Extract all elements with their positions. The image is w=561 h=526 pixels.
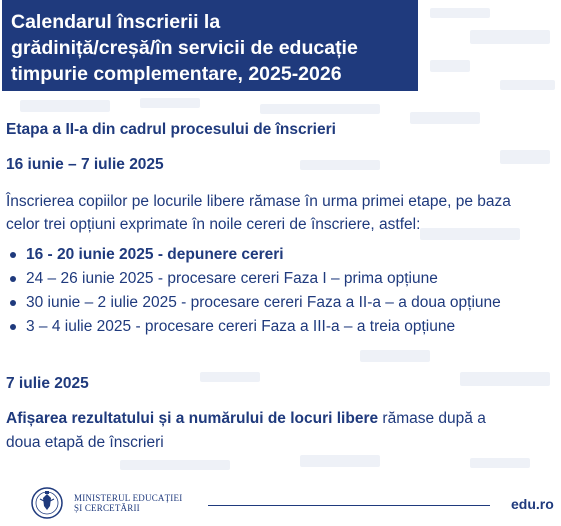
ministry-crest-icon bbox=[31, 486, 63, 520]
schedule-item-phase-3: 3 – 4 iulie 2025 - procesare cereri Faza a III-a – a treia opțiune bbox=[6, 315, 501, 339]
ministry-name bbox=[74, 493, 182, 513]
footer-divider bbox=[208, 505, 490, 506]
schedule-item-submission: 16 - 20 iunie 2025 - depunere cereri bbox=[6, 243, 501, 267]
website-link[interactable]: edu.ro bbox=[511, 496, 554, 512]
intro-line-2: celor trei opțiuni exprimate în noile cereri de înscriere, astfel: bbox=[6, 216, 421, 233]
page-title bbox=[2, 0, 418, 87]
title-banner bbox=[2, 0, 418, 91]
ministry-line-2: ȘI CERCETĂRII bbox=[74, 503, 140, 513]
period-2-heading: 7 iulie 2025 bbox=[6, 375, 89, 392]
title-line-1: Calendarul înscrierii la bbox=[11, 11, 221, 33]
period-1-heading: 16 iunie – 7 iulie 2025 bbox=[6, 156, 164, 173]
title-line-3: timpurie complementare, 2025-2026 bbox=[11, 63, 342, 85]
result-rest-text: rămase după a bbox=[378, 410, 486, 427]
stage-heading: Etapa a II-a din cadrul procesului de înscrieri bbox=[6, 121, 336, 138]
ministry-line-1: MINISTERUL EDUCAȚIEI bbox=[74, 493, 183, 503]
schedule-list bbox=[6, 243, 501, 339]
schedule-item-phase-2: 30 iunie – 2 iulie 2025 - procesare cereri Faza a II-a – a doua opțiune bbox=[6, 291, 501, 315]
title-line-2: grădiniță/creșă/în servicii de educație bbox=[11, 37, 358, 59]
footer bbox=[0, 484, 561, 524]
result-line-2: doua etapă de înscrieri bbox=[6, 434, 164, 451]
result-paragraph bbox=[6, 407, 486, 455]
schedule-item-phase-1: 24 – 26 iunie 2025 - procesare cereri Faza I – prima opțiune bbox=[6, 267, 501, 291]
intro-paragraph bbox=[6, 190, 511, 236]
intro-line-1: Înscrierea copiilor pe locurile libere rămase în urma primei etape, pe baza bbox=[6, 193, 511, 210]
result-bold-text: Afișarea rezultatului și a numărului de locuri libere bbox=[6, 410, 379, 427]
